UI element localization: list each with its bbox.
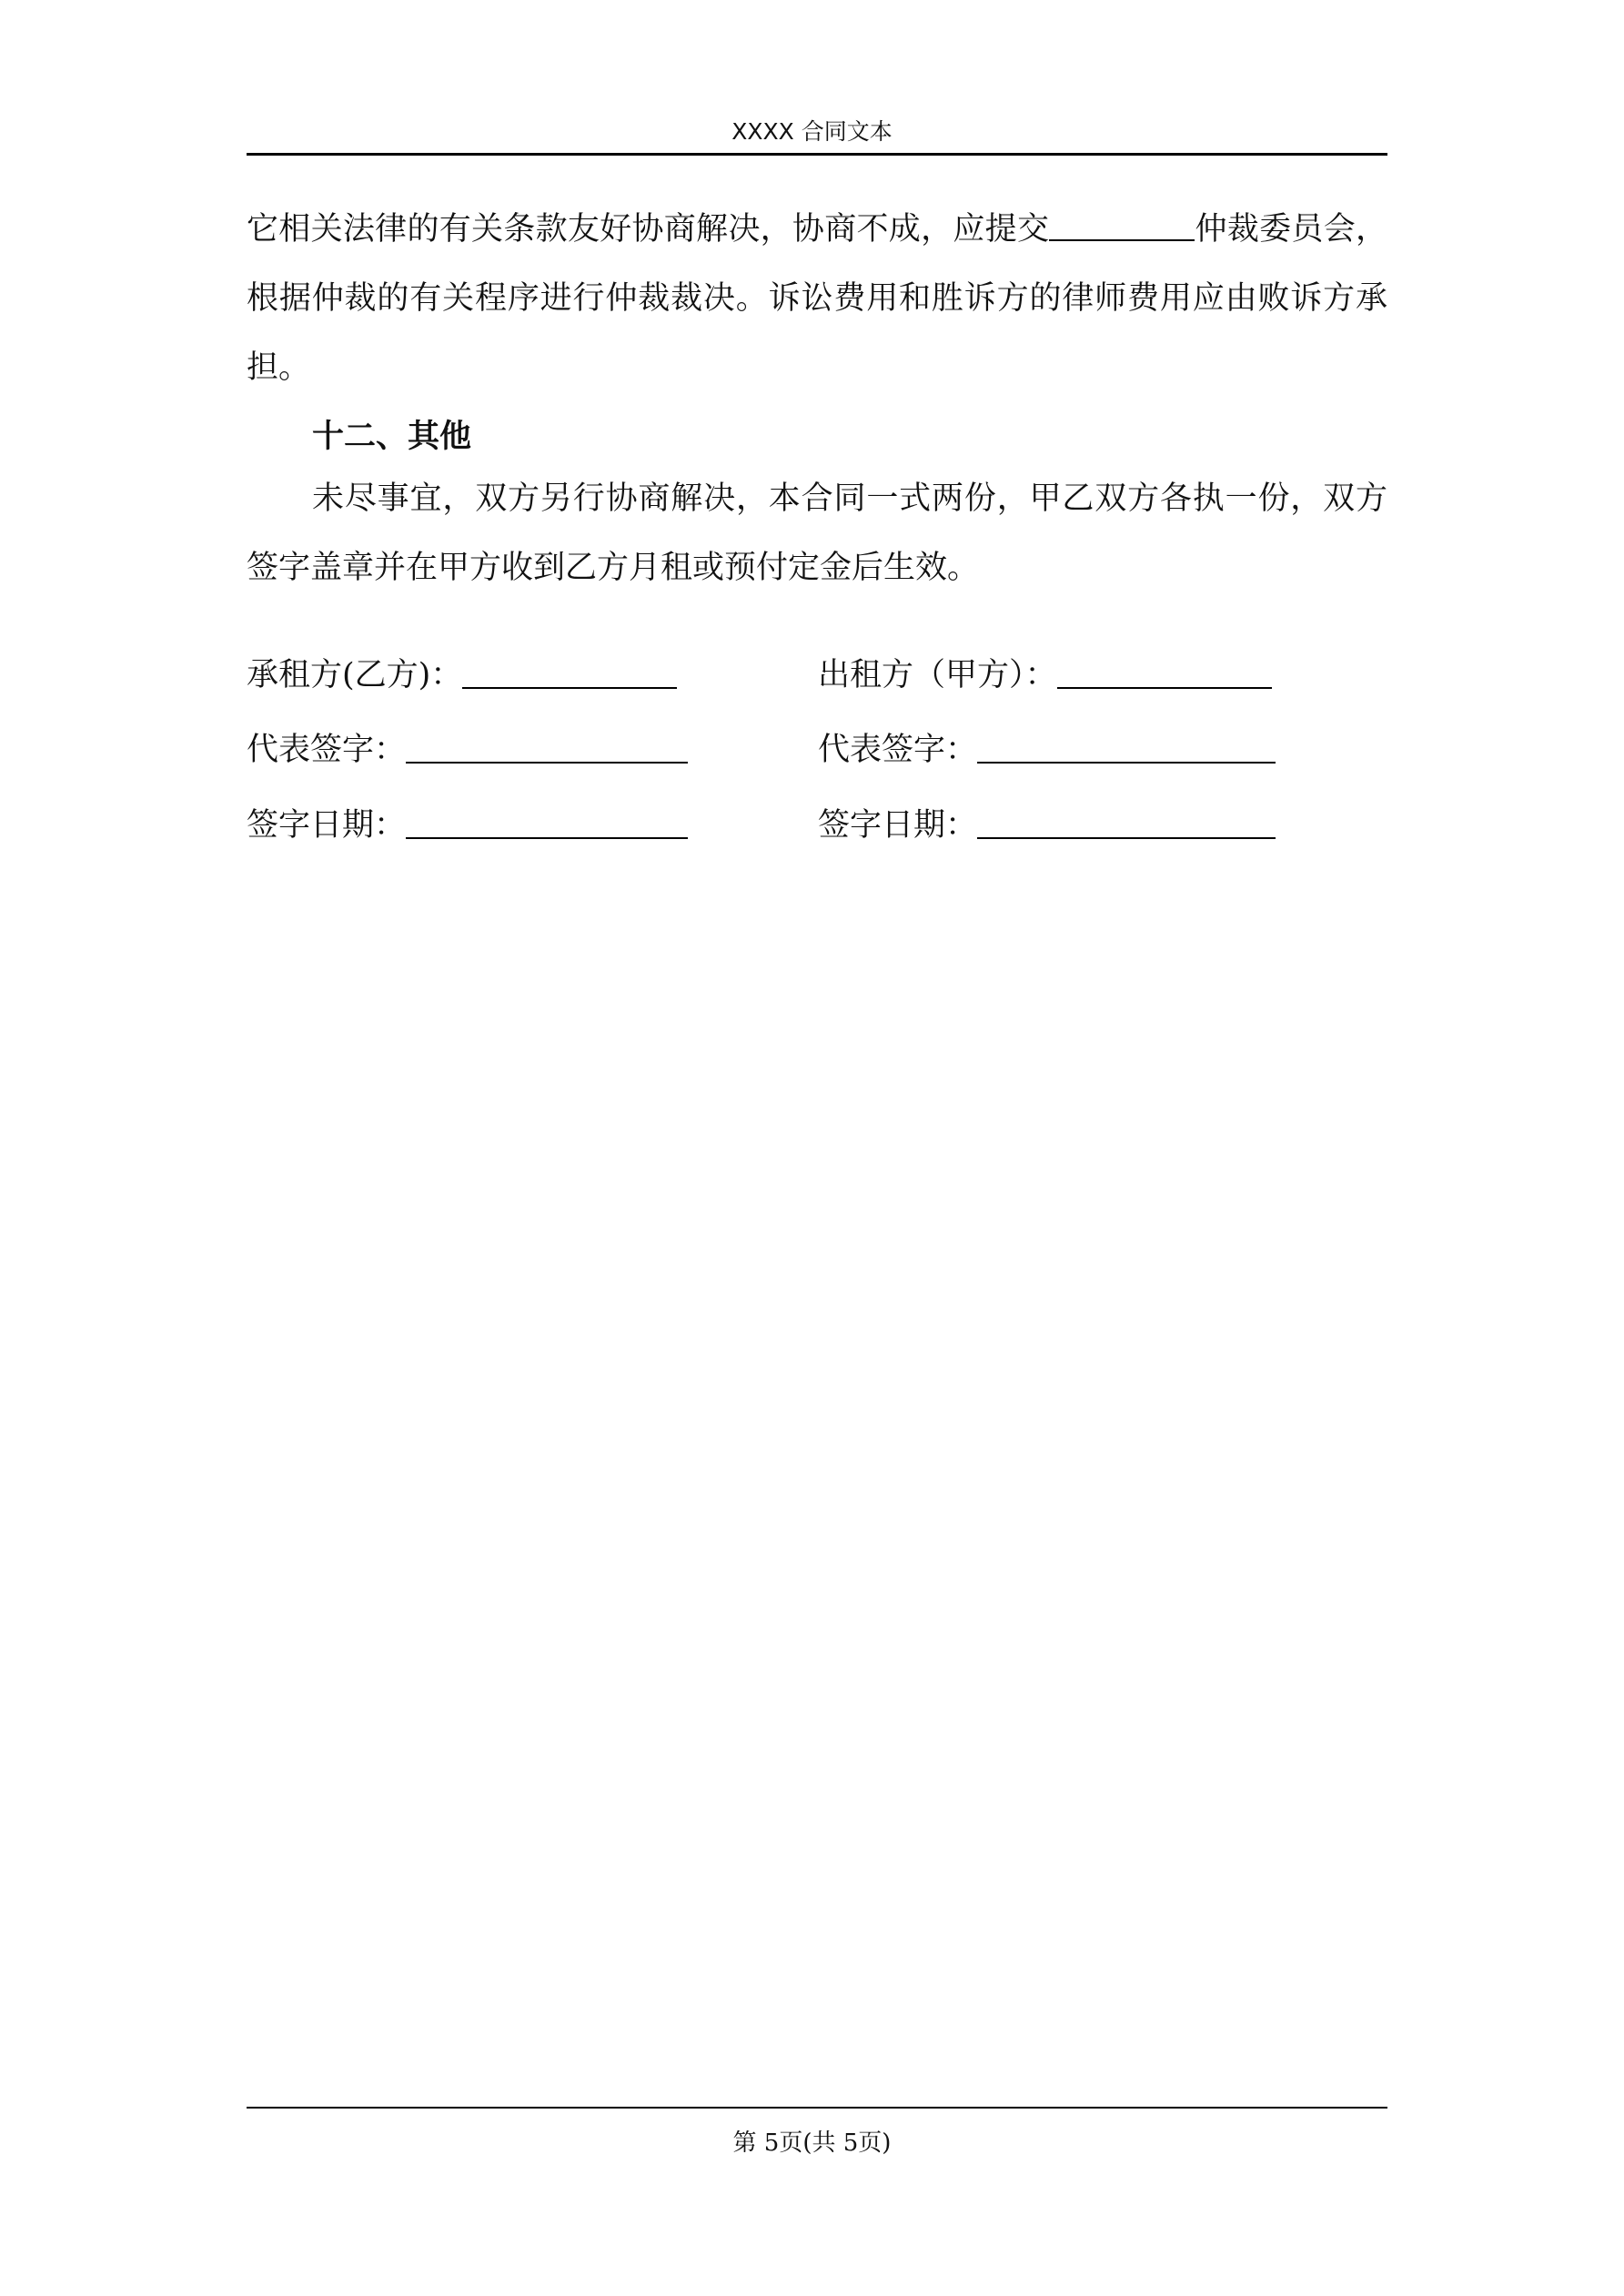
continuation-paragraph [247,195,1387,402]
lessor-date-label: 签字日期： [818,807,978,844]
header-title: XXXX 合同文本 [731,118,893,145]
lessee-rep-label: 代表签字： [247,732,407,768]
lessee-rep-row [247,727,688,773]
continuation-text-1: 它相关法律的有关条款友好协商解决，协商不成，应提交 [247,211,1050,248]
lessor-party-line [1057,654,1272,689]
page-number: 第 5页(共 5页) [732,2129,892,2157]
lessor-date-line [977,804,1276,839]
lessor-rep-line [977,729,1276,764]
lessor-rep-label: 代表签字： [818,732,978,768]
lessee-party-row [247,652,677,698]
lessee-date-label: 签字日期： [247,807,407,844]
footer-rule [247,2107,1387,2109]
continuation-text-2: 仲裁委员会，根据仲裁的有关程序进行仲裁裁决。诉讼费用和胜诉方的律师费用应由败诉方承担。 [247,211,1387,386]
lessor-date-row [818,803,1276,848]
section-heading-other: 十二、其他 [312,418,472,455]
section-other-text: 未尽事宜，双方另行协商解决，本合同一式两份，甲乙双方各执一份，双方签字盖章并在甲方收到乙方月租或预付定金后生效。 [247,480,1387,586]
lessee-party-line [462,654,677,689]
arbitration-blank [1049,208,1195,241]
lessee-party-label: 承租方(乙方)： [247,657,463,693]
lessor-party-label: 出租方（甲方）： [818,657,1057,693]
lessee-date-line [406,804,688,839]
lessor-party-row [818,652,1272,698]
lessee-date-row [247,803,688,848]
lessor-rep-row [818,727,1276,773]
lessee-rep-line [406,729,688,764]
header-rule [247,153,1387,156]
